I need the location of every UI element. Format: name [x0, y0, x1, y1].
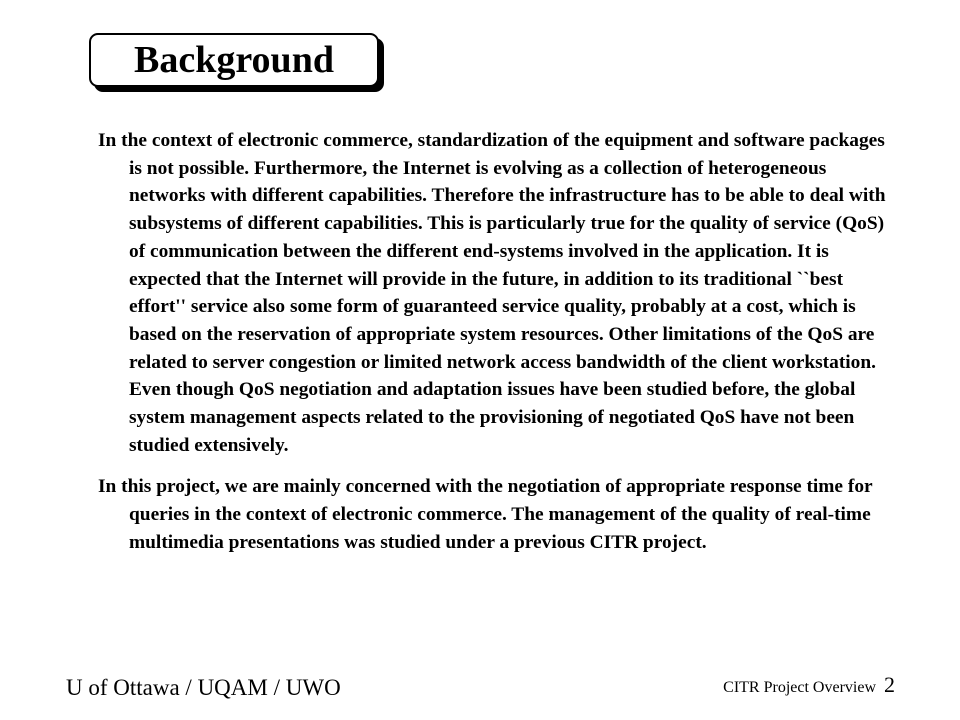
slide-title-box	[89, 33, 379, 87]
paragraph-project: In this project, we are mainly concerned with the negotiation of appropriate response time for queries in the context of electronic commerce. The management of the quality of real-time multimedia presentations was studied under a previous CITR project.	[98, 476, 873, 553]
footer-right	[723, 674, 895, 696]
slide-title: Background	[134, 39, 334, 81]
paragraph-context: In the context of electronic commerce, standardization of the equipment and software packages is not possible. Furthermore, the Internet is evolving as a collection of heterogeneous networks with different capabilities. Therefore the infrastructure has to be able to deal with subsystems of different capabilities. This is particularly true for the quality of service (QoS) of communication between the different end-systems involved in the application. It is expected that the Internet will provide in the future, in addition to its traditional ``best effort'' service also some form of guaranteed service quality, probably at a cost, which is based on the reservation of appropriate system resources. Other limitations of the QoS are related to server congestion or limited network access bandwidth of the client workstation. Even though QoS negotiation and adaptation issues have been studied before, the global system management aspects related to the provisioning of negotiated QoS have not been studied extensively.	[98, 130, 886, 456]
footer-institutions: U of Ottawa / UQAM / UWO	[66, 675, 341, 700]
slide-body	[98, 127, 898, 557]
page-number: 2	[884, 672, 895, 697]
footer-project-name: CITR Project Overview	[723, 679, 876, 696]
